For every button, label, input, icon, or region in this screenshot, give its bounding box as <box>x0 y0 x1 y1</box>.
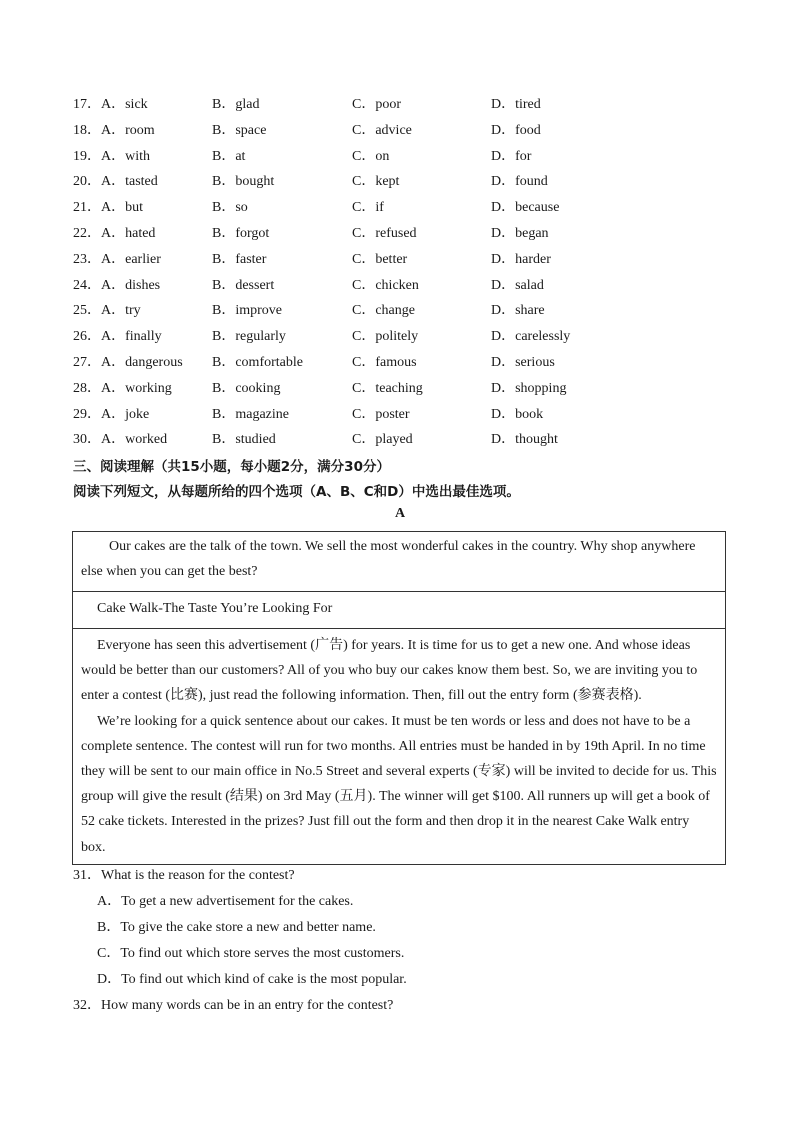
question-number: 26． <box>73 329 101 345</box>
option-c: C．on <box>352 148 390 164</box>
option-c: C．better <box>352 251 408 267</box>
option-d: D．because <box>491 200 560 216</box>
choice-number-and-option-a <box>73 273 160 299</box>
question-32: 32．How many words can be in an entry for the contest? <box>73 998 394 1013</box>
option-c: C．change <box>352 303 415 319</box>
question-31-option-d: D．To find out which kind of cake is the most popular. <box>97 972 407 987</box>
option-a: A．try <box>101 303 141 319</box>
option-a: A．worked <box>101 432 168 448</box>
option-c: C．chicken <box>352 277 419 293</box>
question-number: 23． <box>73 251 101 267</box>
option-b: B．magazine <box>212 406 289 422</box>
option-c: C．politely <box>352 329 419 345</box>
option-c: C．advice <box>352 122 412 138</box>
choice-number-and-option-a <box>73 118 155 144</box>
question-number: 29． <box>73 406 101 422</box>
option-d: D．book <box>491 406 544 422</box>
choice-number-and-option-a <box>73 92 148 118</box>
question-31: 31．What is the reason for the contest? <box>73 868 295 883</box>
question-31-option-b: B．To give the cake store a new and better name. <box>97 920 376 935</box>
choice-row <box>73 427 733 453</box>
passage-intro-section <box>73 532 725 592</box>
option-b: B．studied <box>212 432 276 448</box>
choice-number-and-option-a <box>73 402 149 428</box>
choice-row <box>73 247 733 273</box>
option-c: C．refused <box>352 225 417 241</box>
question-number: 30． <box>73 432 101 448</box>
option-d: D．food <box>491 122 541 138</box>
choice-row <box>73 376 733 402</box>
choice-number-and-option-a <box>73 144 150 170</box>
option-a: A．dangerous <box>101 354 183 370</box>
question-number: 27． <box>73 354 101 370</box>
option-b: B．improve <box>212 303 282 319</box>
option-b: B．glad <box>212 97 260 112</box>
passage-intro: Our cakes are the talk of the town. We sell the most wonderful cakes in the country. Why shop anywhere else when you can get the best? <box>81 539 696 579</box>
choice-row <box>73 324 733 350</box>
option-a: A．earlier <box>101 251 161 267</box>
option-b: B．faster <box>212 251 267 267</box>
question-number: 24． <box>73 277 101 293</box>
option-a: A．hated <box>101 225 156 241</box>
choice-number-and-option-a <box>73 350 183 376</box>
question-number: 22． <box>73 225 101 241</box>
choice-row <box>73 118 733 144</box>
choice-row <box>73 92 733 118</box>
option-c: C．poor <box>352 97 401 112</box>
multiple-choice-list <box>73 92 733 453</box>
option-c: C．kept <box>352 174 400 190</box>
option-a: A．room <box>101 122 155 138</box>
option-a: A．with <box>101 148 150 164</box>
option-a: A．but <box>101 200 143 216</box>
choice-number-and-option-a <box>73 169 158 195</box>
option-b: B．forgot <box>212 225 270 241</box>
option-c: C．if <box>352 200 384 216</box>
choice-row <box>73 144 733 170</box>
passage-body-section <box>73 629 725 860</box>
question-31-option-a: A．To get a new advertisement for the cakes. <box>97 894 354 909</box>
choice-row <box>73 195 733 221</box>
choice-number-and-option-a <box>73 427 167 453</box>
option-d: D．tired <box>491 97 541 112</box>
option-d: D．salad <box>491 277 544 293</box>
section-title: 三、阅读理解（共15小题，每小题2分，满分30分） <box>73 459 390 475</box>
option-d: D．for <box>491 148 532 164</box>
choice-number-and-option-a <box>73 195 143 221</box>
option-d: D．harder <box>491 251 551 267</box>
option-c: C．famous <box>352 354 417 370</box>
option-d: D．shopping <box>491 380 567 396</box>
option-b: B．so <box>212 200 248 216</box>
question-number: 17． <box>73 97 101 112</box>
choice-number-and-option-a <box>73 247 161 273</box>
choice-row <box>73 169 733 195</box>
option-a: A．dishes <box>101 277 161 293</box>
choice-row <box>73 298 733 324</box>
option-c: C．teaching <box>352 380 423 396</box>
choice-number-and-option-a <box>73 376 172 402</box>
passage-paragraph-1: Everyone has seen this advertisement (广告) for years. It is time for us to get a new one. And whose ideas would be better than our customers? All of you who buy our cakes know them best. So, we are inviting you to enter a contest (比赛), just read the following information. Then, fill out the entry form (参赛表格). <box>81 638 698 704</box>
option-a: A．sick <box>101 97 148 112</box>
option-d: D．began <box>491 225 549 241</box>
option-b: B．at <box>212 148 246 164</box>
question-number: 20． <box>73 174 101 190</box>
choice-number-and-option-a <box>73 298 141 324</box>
question-number: 25． <box>73 303 101 319</box>
option-b: B．regularly <box>212 329 286 345</box>
choice-row <box>73 402 733 428</box>
option-a: A．tasted <box>101 174 158 190</box>
option-c: C．poster <box>352 406 410 422</box>
choice-row <box>73 350 733 376</box>
question-31-option-c: C．To find out which store serves the most customers. <box>97 946 405 961</box>
option-b: B．space <box>212 122 267 138</box>
passage-slogan-section <box>73 592 725 629</box>
option-b: B．cooking <box>212 380 281 396</box>
option-d: D．serious <box>491 354 555 370</box>
option-b: B．bought <box>212 174 275 190</box>
option-b: B．dessert <box>212 277 275 293</box>
passage-letter: A <box>394 506 406 521</box>
question-number: 19． <box>73 148 101 164</box>
option-a: A．joke <box>101 406 150 422</box>
question-number: 18． <box>73 122 101 138</box>
option-d: D．thought <box>491 432 558 448</box>
option-c: C．played <box>352 432 413 448</box>
question-number: 21． <box>73 200 101 216</box>
option-a: A．finally <box>101 329 162 345</box>
section-instructions: 阅读下列短文，从每题所给的四个选项（A、B、C和D）中选出最佳选项。 <box>73 484 520 500</box>
passage-box <box>72 531 726 865</box>
choice-row <box>73 273 733 299</box>
option-d: D．found <box>491 174 548 190</box>
choice-number-and-option-a <box>73 221 155 247</box>
option-a: A．working <box>101 380 172 396</box>
passage-paragraph-2: We’re looking for a quick sentence about our cakes. It must be ten words or less and does not have to be a complete sentence. The contest will run for two months. All entries must be handed in by 19th April. In no time they will be sent to our main office in No.5 Street and several experts (专家) will be invited to decide for us. This group will give the result (结果) on 3rd May (五月). The winner will get $100. All runners up will get a book of 52 cake tickets. Interested in the prizes? Just fill out the form and then drop it in the nearest Cake Walk entry box. <box>81 713 717 855</box>
option-d: D．carelessly <box>491 329 571 345</box>
choice-row <box>73 221 733 247</box>
option-b: B．comfortable <box>212 354 303 370</box>
question-number: 28． <box>73 380 101 396</box>
option-d: D．share <box>491 303 545 319</box>
choice-number-and-option-a <box>73 324 162 350</box>
passage-slogan: Cake Walk-The Taste You’re Looking For <box>97 601 333 616</box>
